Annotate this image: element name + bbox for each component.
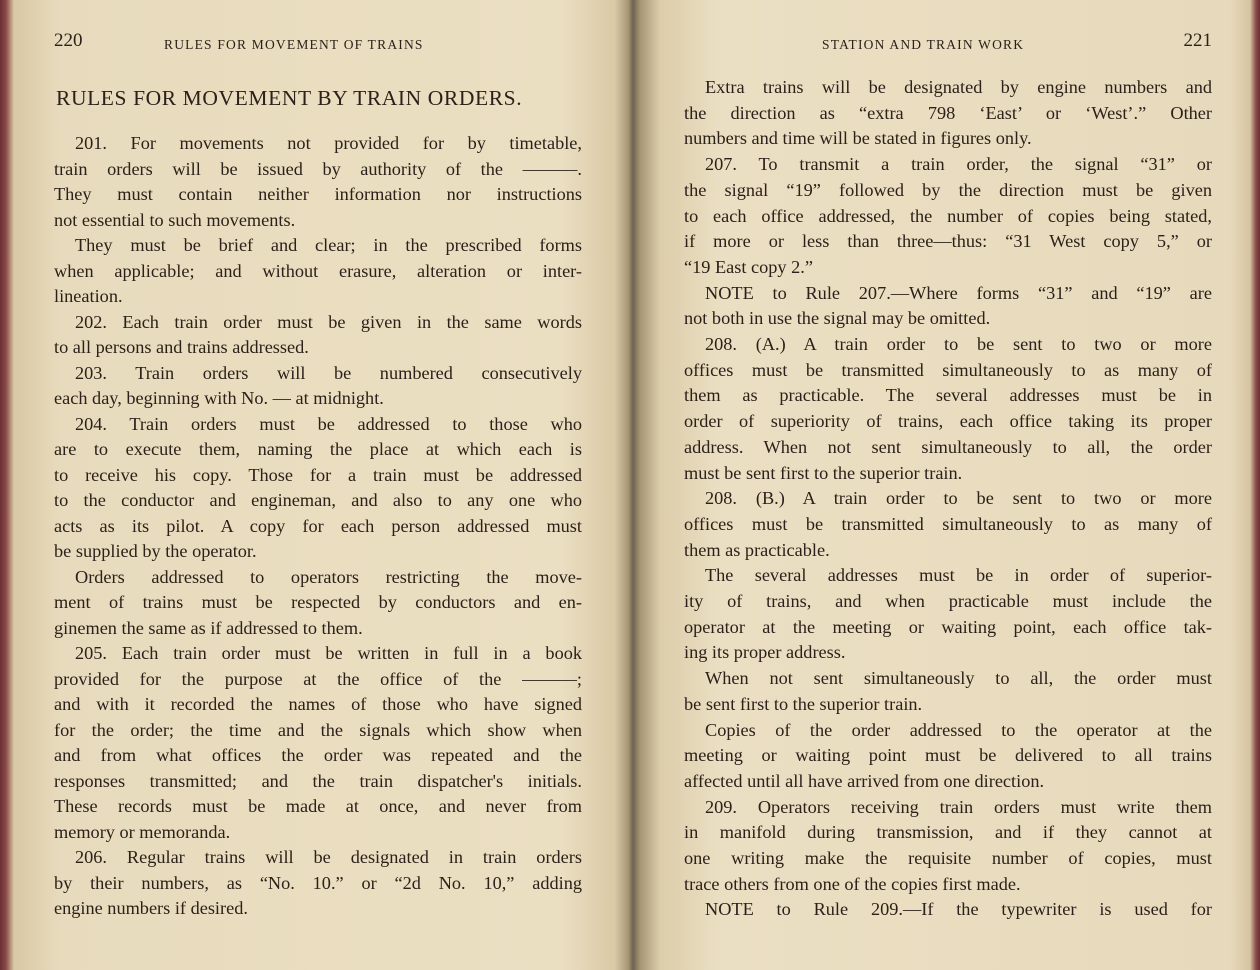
text-line: the direction as “extra 798 ‘East’ or ‘West’.” Other xyxy=(684,102,1212,123)
right-page-header xyxy=(684,32,1212,58)
text-line: by their numbers, as “No. 10.” or “2d No. 10,” adding xyxy=(54,872,582,893)
text-line: 201. For movements not provided for by timetable, xyxy=(75,133,582,153)
text-line: 208. (A.) A train order to be sent to two or more xyxy=(705,334,1212,354)
page-number: 221 xyxy=(1183,30,1212,51)
text-line: 207. To transmit a train order, the signal “31” or xyxy=(705,154,1212,175)
text-line: 206. Regular trains will be designated in train orders xyxy=(75,847,582,867)
text-line: to receive his copy. Those for a train must be addressed xyxy=(54,464,582,485)
text-line: 204. Train orders must be addressed to those who xyxy=(75,413,582,434)
text-line: the signal “19” followed by the direction must be given xyxy=(684,179,1212,200)
text-line: operator at the meeting or waiting point, each office tak- xyxy=(684,616,1212,637)
section-title: RULES FOR MOVEMENT BY TRAIN ORDERS. xyxy=(56,86,523,110)
text-line: affected until all have arrived from one direction. xyxy=(684,770,1045,791)
text-line: They must contain neither information nor instructions xyxy=(54,184,582,204)
text-line: not both in use the signal may be omitted. xyxy=(684,308,991,329)
text-line: are to execute them, naming the place at which each is xyxy=(54,439,582,459)
text-line: NOTE to Rule 209.—If the typewriter is used for xyxy=(705,899,1212,920)
text-line: address. When not sent simultaneously to all, the order xyxy=(684,436,1212,457)
text-line: 203. Train orders will be numbered consecutively xyxy=(75,362,582,383)
text-line: to each office addressed, the number of copies being stated, xyxy=(684,205,1212,226)
text-line: 209. Operators receiving train orders must write them xyxy=(705,796,1212,817)
running-head: STATION AND TRAIN WORK xyxy=(822,37,1025,52)
running-head: RULES FOR MOVEMENT OF TRAINS xyxy=(164,37,424,52)
text-line: one writing make the requisite number of copies, must xyxy=(684,848,1212,868)
text-line: numbers and time will be stated in figures only. xyxy=(684,128,1032,149)
text-line: 208. (B.) A train order to be sent to two or more xyxy=(705,488,1212,509)
left-page xyxy=(54,0,582,970)
text-line: acts as its pilot. A copy for each person addressed must xyxy=(54,515,582,536)
right-page xyxy=(684,0,1212,970)
text-line: when applicable; and without erasure, alteration or inter- xyxy=(54,260,582,281)
text-line: 202. Each train order must be given in the same words xyxy=(75,311,582,332)
text-line: provided for the purpose at the office of the ———; xyxy=(54,668,582,689)
text-line: ity of trains, and when practicable must include the xyxy=(684,591,1212,611)
text-line: memory or memoranda. xyxy=(54,821,231,842)
text-line: be sent first to the superior train. xyxy=(684,693,923,714)
text-line: Orders addressed to operators restricting the move- xyxy=(75,566,582,587)
text-line: and from what offices the order was repeated and the xyxy=(54,745,582,765)
text-line: must be sent first to the superior train. xyxy=(684,462,963,483)
text-line: and with it recorded the names of those who have signed xyxy=(54,694,582,714)
text-line: trace others from one of the copies first made. xyxy=(684,873,1021,894)
text-line: each day, beginning with No. — at midnight. xyxy=(54,388,384,408)
text-line: Copies of the order addressed to the operator at the xyxy=(705,719,1212,740)
text-line: These records must be made at once, and never from xyxy=(54,796,582,816)
text-line: in manifold during transmission, and if they cannot at xyxy=(684,822,1212,843)
page-number: 220 xyxy=(54,30,83,51)
text-line: train orders will be issued by authority of the ———. xyxy=(54,158,582,179)
text-line: They must be brief and clear; in the prescribed forms xyxy=(75,235,582,255)
text-line: not essential to such movements. xyxy=(54,209,296,230)
text-line: “19 East copy 2.” xyxy=(684,256,813,277)
text-line: When not sent simultaneously to all, the order must xyxy=(705,668,1212,689)
text-line: for the order; the time and the signals which show when xyxy=(54,719,582,740)
left-page-header xyxy=(54,32,582,58)
text-line: NOTE to Rule 207.—Where forms “31” and “19” are xyxy=(705,282,1212,303)
text-line: ing its proper address. xyxy=(684,642,846,663)
text-line: Extra trains will be designated by engine numbers and xyxy=(705,77,1212,97)
text-line: engine numbers if desired. xyxy=(54,898,248,918)
text-line: lineation. xyxy=(54,286,123,306)
text-line: The several addresses must be in order of superior- xyxy=(705,565,1212,586)
text-line: to the conductor and engineman, and also to any one who xyxy=(54,490,582,510)
text-line: ment of trains must be respected by conductors and en- xyxy=(54,592,582,612)
text-line: responses transmitted; and the train dispatcher's initials. xyxy=(54,770,582,791)
text-line: offices must be transmitted simultaneously to as many of xyxy=(684,513,1212,534)
text-line: offices must be transmitted simultaneously to as many of xyxy=(684,359,1212,380)
text-line: them as practicable. The several addresses must be in xyxy=(684,385,1212,406)
text-line: be supplied by the operator. xyxy=(54,541,257,561)
text-line: to all persons and trains addressed. xyxy=(54,337,309,357)
text-line: order of superiority of trains, each office taking its proper xyxy=(684,411,1212,432)
text-line: meeting or waiting point must be delivered to all trains xyxy=(684,745,1212,766)
text-line: ginemen the same as if addressed to them. xyxy=(54,617,363,638)
text-line: 205. Each train order must be written in full in a book xyxy=(75,643,582,663)
text-line: them as practicable. xyxy=(684,539,830,560)
text-line: if more or less than three—thus: “31 West copy 5,” or xyxy=(684,231,1212,252)
